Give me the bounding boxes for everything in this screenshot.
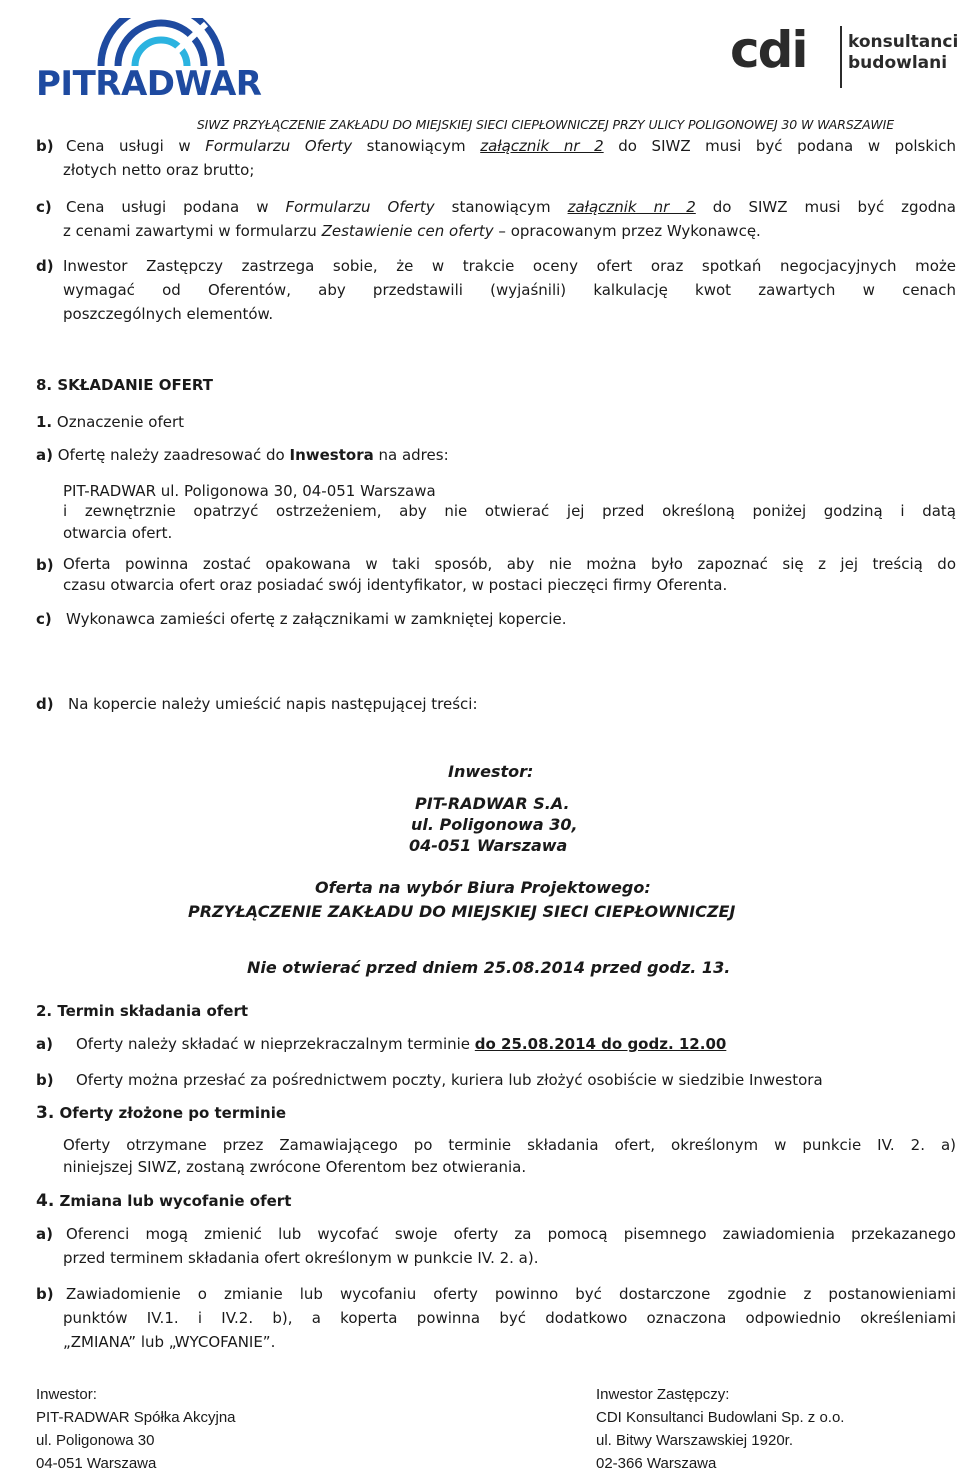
pitradwar-logo — [36, 18, 286, 104]
section-8-title: 8. SKŁADANIE OFERT — [36, 376, 214, 394]
footer-investor-name: PIT-RADWAR Spółka Akcyjna — [36, 1409, 236, 1426]
footer-substitute-street: ul. Bitwy Warszawskiej 1920r. — [596, 1432, 794, 1449]
envelope-name: PIT-RADWAR S.A. — [415, 794, 570, 813]
point-b-line1: Cena usługi w Formularzu Oferty stanowiącym załącznik nr 2 do SIWZ musi być podana w polskich — [66, 137, 956, 155]
section-4-title: 4. Zmiana lub wycofanie ofert — [36, 1191, 292, 1211]
section-8-b-marker: b) — [36, 556, 54, 574]
address-line3: otwarcia ofert. — [63, 524, 173, 542]
footer-investor-street: ul. Poligonowa 30 — [36, 1432, 155, 1449]
section-8-d-text: Na kopercie należy umieścić napis następującej treści: — [68, 695, 478, 713]
footer-substitute-investor — [596, 1383, 844, 1472]
point-d-line1: Inwestor Zastępczy zastrzega sobie, że w trakcie oceny ofert oraz spotkań negocjacyjnych może — [63, 257, 956, 275]
footer-substitute-name: CDI Konsultanci Budowlani Sp. z o.o. — [596, 1409, 845, 1426]
section-2-b-marker: b) — [36, 1071, 54, 1089]
point-c-line2: z cenami zawartymi w formularzu Zestawienie cen oferty – opracowanym przez Wykonawcę. — [63, 222, 761, 240]
point-c-marker: c) — [36, 198, 52, 216]
point-d-line2: wymagać od Oferentów, aby przedstawili (wyjaśnili) kalkulację kwot zawartych w cenach — [63, 281, 956, 299]
section-3-title: 3. Oferty złożone po terminie — [36, 1103, 287, 1123]
section-8-b-line2: czasu otwarcia ofert oraz posiadać swój identyfikator, w postaci pieczęci firmy Oferenta. — [63, 576, 728, 594]
footer-investor-city: 04-051 Warszawa — [36, 1455, 157, 1472]
section-8-d-marker: d) — [36, 695, 54, 713]
section-2-title: 2. Termin składania ofert — [36, 1002, 249, 1020]
section-8-c-marker: c) — [36, 610, 52, 628]
section-4-a-line1: Oferenci mogą zmienić lub wycofać swoje oferty za pomocą pisemnego zawiadomienia przekazanego — [66, 1225, 956, 1243]
logo-divider — [840, 26, 842, 88]
envelope-street: ul. Poligonowa 30, — [411, 815, 578, 834]
pitradwar-wordmark: PITRADWAR — [36, 64, 262, 104]
point-d-marker: d) — [36, 257, 54, 275]
point-b-marker: b) — [36, 137, 54, 155]
envelope-city: 04-051 Warszawa — [409, 836, 568, 855]
section-3-line1: Oferty otrzymane przez Zamawiającego po terminie składania ofert, określonym w punkcie IV. 2. a) — [63, 1136, 956, 1154]
section-3-line2: niniejszej SIWZ, zostaną zwrócone Oferentom bez otwierania. — [63, 1158, 527, 1176]
envelope-offer: Oferta na wybór Biura Projektowego: — [315, 878, 651, 897]
section-4-a-line2: przed terminem składania ofert określonym w punkcie IV. 2. a). — [63, 1249, 539, 1267]
envelope-inwestor: Inwestor: — [448, 762, 534, 781]
point-c-line1: Cena usługi podana w Formularzu Oferty stanowiącym załącznik nr 2 do SIWZ musi być zgodna — [66, 198, 956, 216]
document-header-subtitle: SIWZ PRZYŁĄCZENIE ZAKŁADU DO MIEJSKIEJ SIECI CIEPŁOWNICZEJ PRZY ULICY POLIGONOWEJ 30 W WARSZAWIE — [196, 117, 894, 132]
section-8-c-text: Wykonawca zamieści ofertę z załącznikami w zamkniętej kopercie. — [66, 610, 567, 628]
envelope-subject: PRZYŁĄCZENIE ZAKŁADU DO MIEJSKIEJ SIECI CIEPŁOWNICZEJ — [188, 902, 736, 921]
section-2-a-text: Oferty należy składać w nieprzekraczalnym terminie do 25.08.2014 do godz. 12.00 — [76, 1035, 727, 1053]
address-line2: i zewnętrznie opatrzyć ostrzeżeniem, aby nie otwierać jej przed określoną poniżej godziną i datą — [63, 502, 956, 520]
section-8-b-line1: Oferta powinna zostać opakowana w taki sposób, aby nie można było zapoznać się z jej treścią do — [63, 555, 956, 573]
section-2-b-text: Oferty można przesłać za pośrednictwem poczty, kuriera lub złożyć osobiście w siedzibie Inwestora — [76, 1071, 823, 1089]
section-2-a-marker: a) — [36, 1035, 53, 1053]
section-8-a-line: a) Ofertę należy zaadresować do Inwestora na adres: — [36, 446, 449, 464]
section-4-b-marker: b) — [36, 1285, 54, 1303]
section-4-b-line2: punktów IV.1. i IV.2. b), a koperta powinna być dodatkowo oznaczona odpowiednio określeniami — [63, 1309, 956, 1327]
cdi-logo — [730, 20, 959, 98]
section-4-b-line3: „ZMIANA” lub „WYCOFANIE”. — [63, 1333, 276, 1351]
footer-investor-label: Inwestor: — [36, 1386, 97, 1403]
cdi-subtitle: konsultanci budowlani — [848, 32, 959, 73]
point-b-line2: złotych netto oraz brutto; — [63, 161, 255, 179]
footer-substitute-city: 02-366 Warszawa — [596, 1455, 717, 1472]
point-d-line3: poszczególnych elementów. — [63, 305, 274, 323]
footer-substitute-label: Inwestor Zastępczy: — [596, 1386, 730, 1403]
envelope-warning: Nie otwierać przed dniem 25.08.2014 przed godz. 13. — [247, 958, 731, 977]
radar-arcs-icon — [96, 18, 226, 68]
subsection-1-title: 1. Oznaczenie ofert — [36, 413, 185, 431]
section-4-a-marker: a) — [36, 1225, 53, 1243]
address-line1: PIT-RADWAR ul. Poligonowa 30, 04-051 Warszawa — [63, 482, 436, 500]
footer-investor — [36, 1383, 236, 1472]
cdi-wordmark: cdi — [730, 21, 807, 79]
section-4-b-line1: Zawiadomienie o zmianie lub wycofaniu oferty powinno być dostarczone zgodnie z postanowieniami — [66, 1285, 956, 1303]
